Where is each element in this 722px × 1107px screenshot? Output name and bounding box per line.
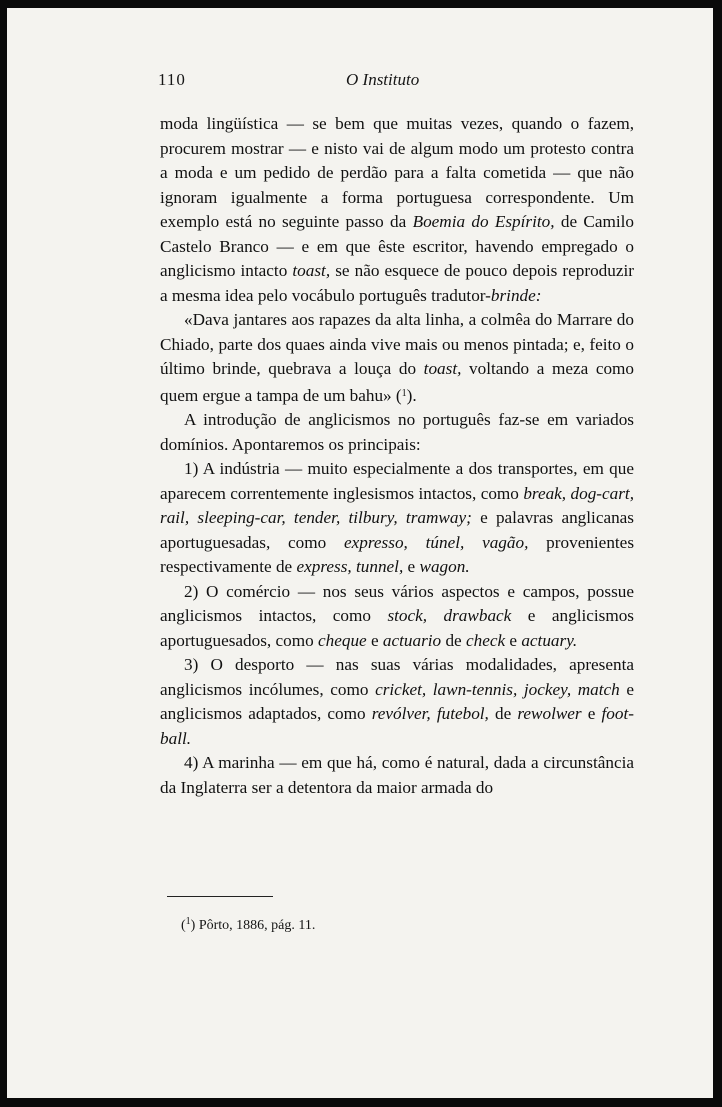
text-run: e (366, 630, 383, 650)
text-run: de Camilo Castelo Branco — e em que êste escritor, havendo empregado o anglicismo intacto (160, 212, 634, 280)
footnote-ref: 1 (401, 387, 407, 399)
italic-text: brinde: (490, 285, 542, 305)
text-run: e anglicismos adaptados, como (160, 679, 634, 723)
footnote-text: Pôrto, 1886, pág. 11. (198, 918, 316, 933)
text-run: voltando a meza como quem ergue a tampa de um bahu» ( (160, 359, 634, 405)
footnote-divider (167, 896, 273, 897)
text-run: e (403, 557, 420, 576)
body-paragraph (160, 112, 634, 308)
body-paragraph (160, 408, 634, 457)
text-run: moda lingüística — se bem que muitas vezes, quando o fazem, procurem mostrar — e nisto vai de algum modo um protesto contra a moda e um pedido de perdão para a falta cometida — que não ignoram igualmente a forma portuguesa correspondente. Um exemplo está no seguinte passo da (160, 114, 634, 231)
body-paragraph (160, 308, 634, 408)
italic-text: cricket, lawn-tennis, jockey, match (375, 679, 620, 699)
text-run: 1) A indústria — muito especialmente a dos transportes, em que aparecem correntemente inglesismos intactos, como (160, 459, 634, 503)
italic-text: cheque (318, 630, 367, 650)
italic-text: break, dog-cart, rail, sleeping-car, tender, tilbury, tramway; (160, 483, 635, 527)
text-run: 3) O desporto — nas suas várias modalidades, apresenta anglicismos incólumes, como (160, 655, 634, 699)
italic-text: rewolwer (517, 704, 582, 723)
text-run: e palavras anglicanas aportuguesadas, como (160, 508, 634, 552)
italic-text: revólver, futebol, (371, 704, 489, 723)
body-paragraph (160, 457, 634, 580)
text-run: ). (406, 385, 417, 405)
book-page (7, 8, 713, 1098)
italic-text: Boemia do Espírito, (412, 212, 555, 231)
italic-text: express, tunnel, (296, 557, 404, 576)
text-run: se não esquece de pouco depois reproduzir a mesma idea pelo vocábulo português tradutor- (160, 261, 634, 305)
italic-text: stock, drawback (387, 606, 512, 625)
page-number: 110 (158, 70, 186, 89)
text-run: A introdução de anglicismos no português faz-se em variados domínios. Apontaremos os principais: (160, 410, 634, 454)
italic-text: foot-ball. (160, 704, 634, 748)
text-run: «Dava jantares aos rapazes da alta linha, a colmêa do Marrare do Chiado, parte dos quaes ainda vive mais ou menos pintada; e, feito o último brinde, quebrava a louça do (160, 310, 634, 378)
footnote-marker: 1 (185, 916, 191, 927)
text-run: 2) O comércio — nos seus vários aspectos e campos, possue anglicismos intactos, como (160, 581, 634, 625)
text-run: 4) A marinha — em que há, como é natural, dada a circunstância da Inglaterra ser a detentora da maior armada do (160, 753, 634, 797)
text-run: e (581, 704, 602, 723)
body-text (160, 112, 634, 800)
body-paragraph (160, 653, 634, 751)
body-paragraph (160, 751, 634, 800)
text-run: e anglicismos aportuguesados, como (160, 606, 634, 650)
page-header (158, 70, 638, 94)
text-run: de (488, 704, 518, 723)
italic-text: expresso, túnel, vagão, (344, 532, 529, 552)
text-run: de (441, 630, 466, 650)
body-paragraph (160, 580, 634, 654)
italic-text: toast, (292, 261, 331, 280)
footnote: ($^1$) Pôrto, 1886, pág. 11. (181, 916, 316, 933)
italic-text: actuario (382, 630, 442, 650)
italic-text: wagon. (419, 557, 470, 576)
italic-text: check (465, 630, 506, 650)
text-run: provenientes respectivamente de (160, 532, 635, 576)
running-title: O Instituto (346, 70, 420, 89)
text-run: e (505, 630, 522, 650)
italic-text: toast, (423, 359, 462, 378)
italic-text: actuary. (521, 630, 578, 650)
